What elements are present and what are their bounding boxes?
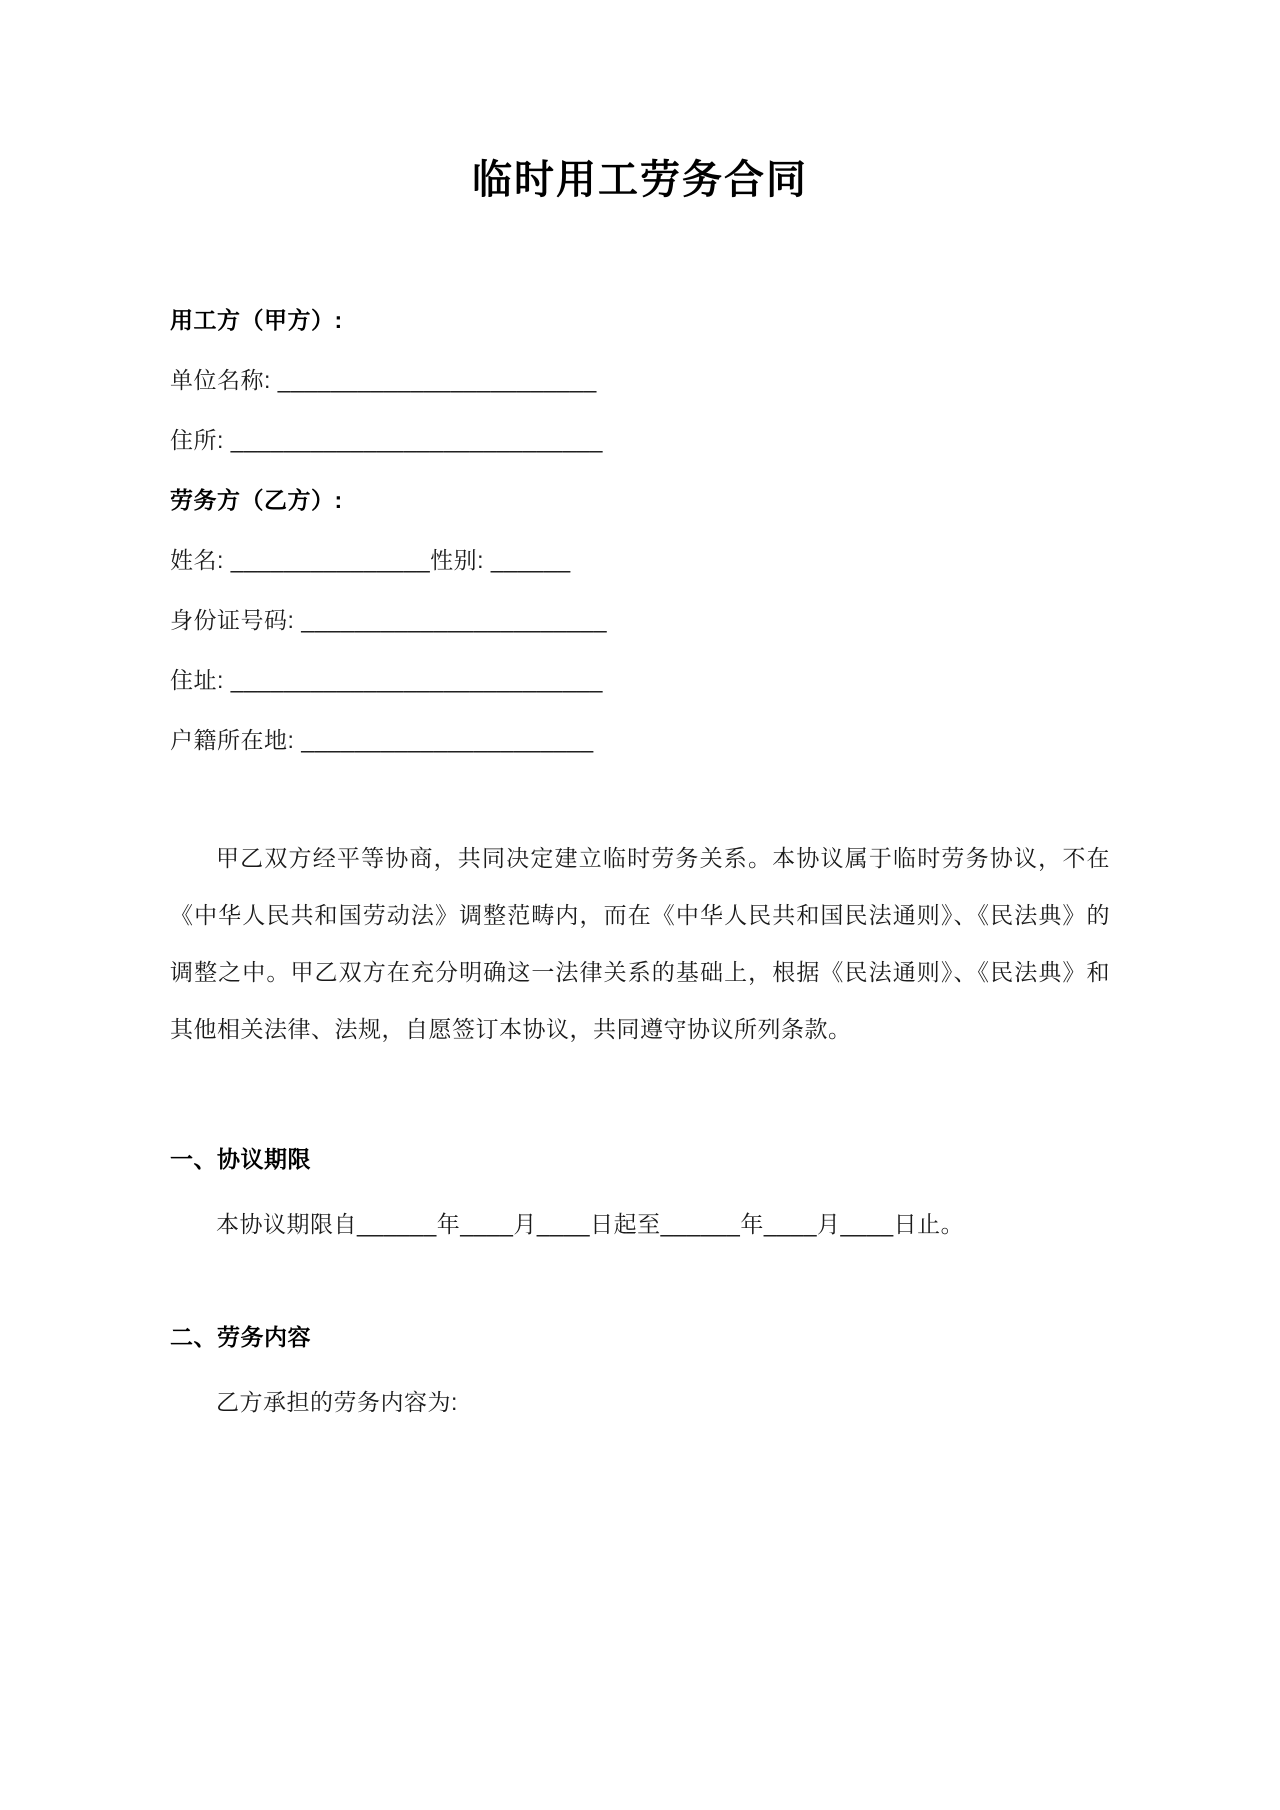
section-2-heading: 二、劳务内容 [170,1324,311,1350]
field-name-gender: 姓名: _______________性别: ______ [170,547,571,573]
intro-paragraph: 甲乙双方经平等协商，共同决定建立临时劳务关系。本协议属于临时劳务协议，不在《中华人民共和国劳动法》调整范畴内，而在《中华人民共和国民法通则》、《民法典》的调整之中。甲乙双方在充分明确这一法律关系的基础上，根据《民法通则》、《民法典》和其他相关法律、法规，自愿签订本协议，共同遵守协议所列条款。 [170,845,1110,1042]
section-2-body: 乙方承担的劳务内容为: [216,1389,458,1415]
field-id-number: 身份证号码: _______________________ [170,607,607,633]
field-registered-residence: 户籍所在地: ______________________ [170,727,594,753]
field-company-name: 单位名称: ________________________ [170,367,597,393]
section-1-heading: 一、协议期限 [170,1146,311,1172]
party-b-heading: 劳务方（乙方）: [170,487,343,513]
party-info-block [170,309,1110,752]
section-1-body: 本协议期限自______年____月____日起至______年____月____日止。 [216,1211,965,1237]
field-address: 住址: ____________________________ [170,667,603,693]
document-title: 临时用工劳务合同 [472,158,808,202]
field-company-address: 住所: ____________________________ [170,427,603,453]
party-a-heading: 用工方（甲方）: [170,307,343,333]
